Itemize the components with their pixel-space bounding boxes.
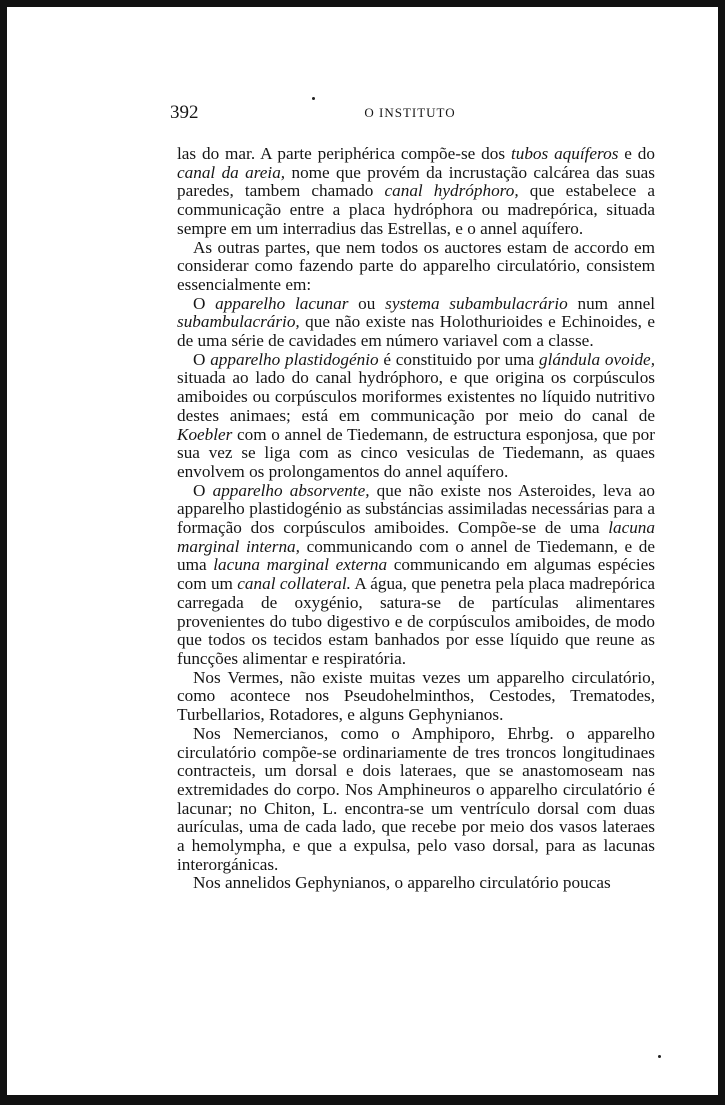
- text-run: las do mar. A parte periphérica compõe-se dos: [177, 144, 511, 163]
- text-run: O: [193, 480, 213, 500]
- paragraph: [177, 295, 655, 351]
- text-run: é constituido por uma: [378, 349, 539, 369]
- text-run: nome que provém da incrustação calcárea das suas paredes, tambem chamado: [177, 162, 655, 201]
- paragraph: [177, 239, 655, 295]
- text-run: O: [193, 349, 211, 369]
- text-run: num annel: [567, 293, 656, 313]
- paragraph: [177, 874, 655, 893]
- body-text: [177, 145, 655, 893]
- italic-text: apparelho plastidogénio: [210, 349, 379, 369]
- italic-text: apparelho lacunar: [215, 293, 349, 313]
- text-run: ou: [348, 293, 386, 313]
- italic-text: canal collateral.: [237, 574, 351, 594]
- text-run: O: [193, 293, 216, 313]
- italic-text: lacuna marginal interna,: [177, 518, 655, 556]
- paragraph: [177, 351, 655, 482]
- text-run: situada ao lado do canal hydróphoro, e que origina os corpúsculos amiboides ou corpúsculos moriformes existentes no líquido nutritivo destes animaes; está em communicação por meio do canal de: [177, 368, 655, 425]
- text-run: e do: [618, 144, 655, 163]
- text-run: A água, que penetra pela placa madrepórica carregada de oxygénio, satura-se de partículas alimentares provenientes do tubo digestivo e de corpúsculos amiboides, de modo que todos os tecidos estam banhados por esse líquido que reune as funcções alimentar e respiratória.: [177, 574, 655, 668]
- italic-text: systema subambulacrário: [385, 293, 568, 313]
- page-header: [170, 102, 650, 124]
- text-run: communicando com o annel de Tiedemann, e de uma: [177, 536, 655, 575]
- page-number: 392: [170, 102, 199, 123]
- text-run: As outras partes, que nem todos os auctores estam de accordo em considerar como fazendo parte do apparelho circulatório, consistem essencialmente em:: [177, 237, 655, 294]
- italic-text: lacuna marginal externa: [213, 555, 388, 575]
- text-run: que não existe nas Holothurioides e Echinoides, e de uma série de cavidades em número variavel com a classe.: [177, 312, 655, 351]
- italic-text: apparelho absorvente,: [212, 480, 370, 500]
- italic-text: glándula ovoide,: [538, 349, 655, 369]
- text-run: que não existe nos Asteroides, leva ao apparelho plastidogénio as substáncias assimiladas necessárias para a formação dos corpúsculos amiboides. Compõe-se de uma: [177, 480, 655, 538]
- ink-speck: [312, 97, 315, 100]
- italic-text: Koebler: [177, 424, 233, 444]
- text-run: com o annel de Tiedemann, de estructura esponjosa, que por sua vez se liga com as cinco vesiculas de Tiedemann, as quaes envolvem os prolongamentos do annel aquífero.: [177, 424, 655, 481]
- italic-text: canal hydróphoro,: [384, 181, 519, 201]
- text-run: Nos Vermes, não existe muitas vezes um apparelho circulatório, como acontece nos Pseudohelminthos, Cestodes, Trematodes, Turbellarios, Rotadores, e alguns Gephynianos.: [177, 667, 655, 725]
- italic-text: subambulacrário,: [177, 312, 300, 332]
- paragraph: [177, 482, 655, 669]
- paragraph: [177, 145, 655, 239]
- italic-text: tubos aquíferos: [510, 144, 619, 163]
- ink-speck: [658, 1055, 661, 1058]
- paragraph: [177, 725, 655, 875]
- text-run: que estabelece a communicação entre a placa hydróphora ou madrepórica, situada sempre em um interradius das Estrellas, e o annel aquífero.: [177, 181, 655, 238]
- text-run: communicando em algumas espécies com um: [177, 555, 656, 594]
- running-title: O INSTITUTO: [364, 105, 456, 120]
- italic-text: canal da areia,: [177, 162, 286, 182]
- text-run: Nos Nemercianos, como o Amphiporo, Ehrbg. o apparelho circulatório compõe-se ordinariamente de tres troncos longitudinaes contracteis, um dorsal e dois lateraes, que se anastomoseam nas extremidades do corpo. Nos Amphineuros o apparelho circulatório é lacunar; no Chiton, L. encontra-se um ventrículo dorsal com duas aurículas, uma de cada lado, que recebe por meio dos vasos lateraes a hemolympha, e que a expulsa, pelo vaso dorsal, para as lacunas interorgánicas.: [177, 723, 655, 874]
- paragraph: [177, 669, 655, 725]
- text-run: Nos annelidos Gephynianos, o apparelho circulatório poucas: [193, 873, 611, 893]
